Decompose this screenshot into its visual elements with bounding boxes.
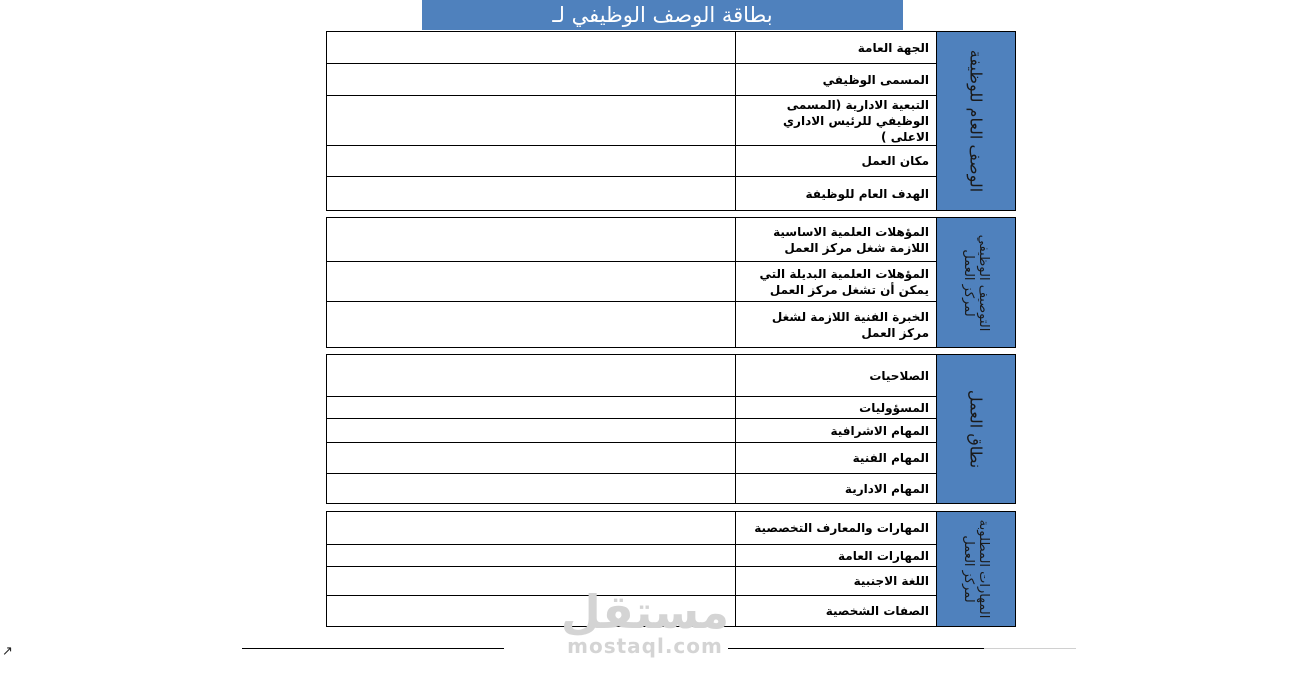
section-header-text: الوصف العام للوظيفة xyxy=(966,49,986,193)
table-row xyxy=(327,64,936,96)
value-cell-technical-tasks[interactable] xyxy=(327,443,736,473)
table-row xyxy=(327,96,936,146)
label-technical-tasks: المهام الفنية xyxy=(852,451,929,465)
label-specialized-skills: المهارات والمعارف التخصصية xyxy=(754,521,929,535)
label-administrative-tasks: المهام الادارية xyxy=(844,481,929,496)
section-header-scope xyxy=(936,355,1015,503)
table-row xyxy=(327,177,936,210)
label-technical-experience: الخبرة الفنية اللازمة لشغل مركز العمل xyxy=(771,309,929,340)
section-header-text: نطاق العمل xyxy=(966,389,986,469)
label-responsibilities: المسؤوليات xyxy=(859,400,929,415)
value-cell-general-skills[interactable] xyxy=(327,545,736,566)
label-supervisory-tasks: المهام الاشرافية xyxy=(830,423,929,438)
label-public-entity: الجهة العامة xyxy=(857,40,929,55)
watermark-logo xyxy=(560,585,730,668)
value-cell-job-objective[interactable] xyxy=(327,177,736,210)
table-row xyxy=(327,545,936,567)
label-job-title: المسمى الوظيفي xyxy=(822,72,929,87)
table-row xyxy=(327,474,936,503)
label-authorities: الصلاحيات xyxy=(869,368,929,383)
table-row xyxy=(327,397,936,419)
resize-arrow-icon[interactable]: ↗ xyxy=(2,644,13,659)
label-personal-traits: الصفات الشخصية xyxy=(825,604,929,618)
value-cell-alternative-qualifications[interactable] xyxy=(327,262,736,301)
footer-divider-faint xyxy=(984,648,1076,649)
table-row xyxy=(327,218,936,262)
section-header-general xyxy=(936,32,1015,210)
value-cell-supervisory-tasks[interactable] xyxy=(327,419,736,442)
section-header-specification xyxy=(936,218,1015,347)
label-basic-qualifications: المؤهلات العلمية الاساسية اللازمة شغل مركز العمل xyxy=(773,224,929,255)
label-job-objective: الهدف العام للوظيفة xyxy=(805,186,929,201)
table-row xyxy=(327,419,936,443)
label-reporting-line: التبعية الادارية (المسمى الوظيفي للرئيس الاداري الاعلى ) xyxy=(783,97,929,144)
value-cell-work-location[interactable] xyxy=(327,146,736,176)
value-cell-authorities[interactable] xyxy=(327,355,736,396)
value-cell-reporting-line[interactable] xyxy=(327,96,736,145)
label-alternative-qualifications: المؤهلات العلمية البديلة التي يمكن أن تشغل مركز العمل xyxy=(759,266,929,297)
section-header-text: التوصيف الوظيفي لمركز العمل xyxy=(961,234,991,331)
card-title: بطاقة الوصف الوظيفي لـ xyxy=(422,0,903,30)
label-general-skills: المهارات العامة xyxy=(838,548,929,563)
section-header-text: المهارات المطلوبة لمركز العمل xyxy=(961,519,991,619)
section-general-description xyxy=(326,31,1016,211)
section-header-skills xyxy=(936,512,1015,626)
label-foreign-language: اللغة الاجنبية xyxy=(853,574,929,588)
table-row xyxy=(327,262,936,302)
table-row xyxy=(327,302,936,347)
label-work-location: مكان العمل xyxy=(861,154,929,168)
footer-divider-left xyxy=(242,648,504,649)
value-cell-basic-qualifications[interactable] xyxy=(327,218,736,261)
value-cell-specialized-skills[interactable] xyxy=(327,512,736,544)
table-row xyxy=(327,32,936,64)
value-cell-administrative-tasks[interactable] xyxy=(327,474,736,503)
value-cell-job-title[interactable] xyxy=(327,64,736,95)
section-work-scope xyxy=(326,354,1016,504)
watermark-arabic: مستقل xyxy=(560,585,730,639)
value-cell-technical-experience[interactable] xyxy=(327,302,736,347)
value-cell-public-entity[interactable] xyxy=(327,32,736,63)
value-cell-responsibilities[interactable] xyxy=(327,397,736,418)
table-row xyxy=(327,443,936,474)
table-row xyxy=(327,355,936,397)
table-row xyxy=(327,512,936,545)
watermark-latin: mostaql.com xyxy=(567,634,723,658)
table-row xyxy=(327,146,936,177)
section-job-specification xyxy=(326,217,1016,348)
footer-divider-right xyxy=(728,648,984,649)
